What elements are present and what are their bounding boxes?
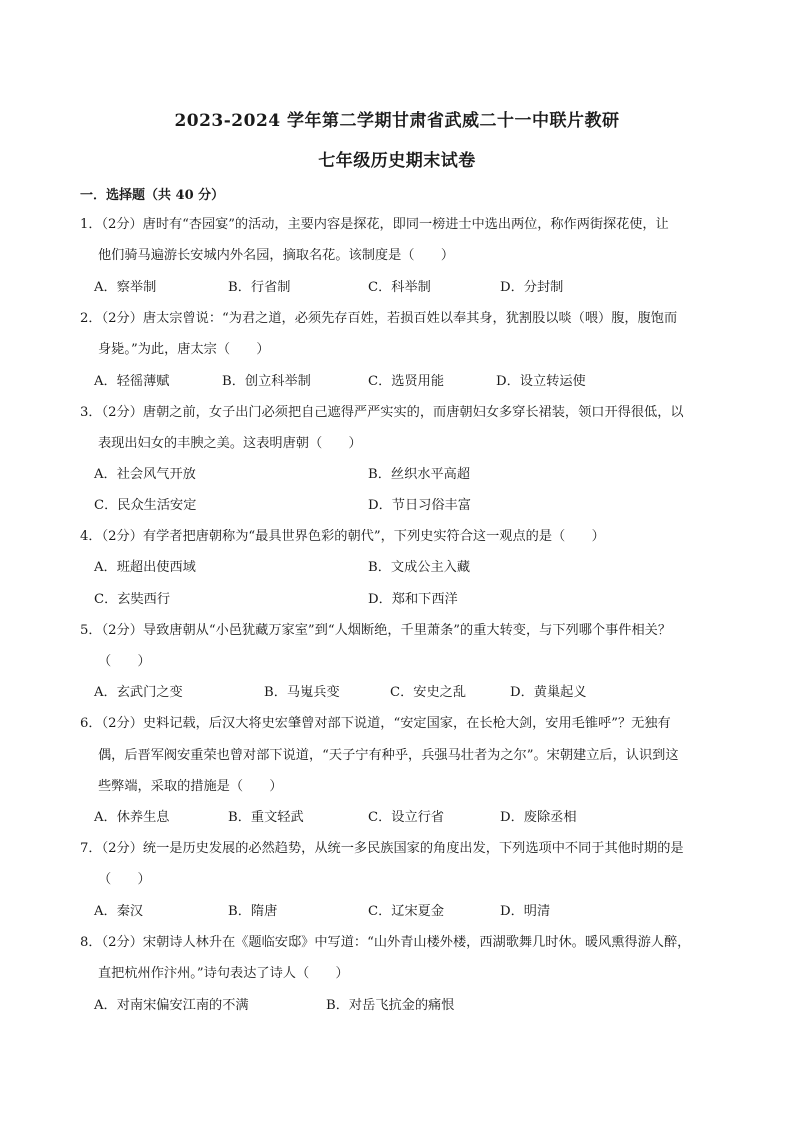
question-6-text: 些弊端，采取的措施是（ ） [98, 779, 283, 794]
question-5-option-d[interactable]: D．黄巢起义 [510, 685, 587, 700]
question-2-text: 2．（2分）唐太宗曾说：“为君之道，必须先存百姓，若损百姓以奉其身，犹割股以啖（喂）腹，腹饱而 [80, 311, 678, 326]
question-4-option-a[interactable]: A．班超出使西域 [94, 560, 196, 575]
question-6-option-b[interactable]: B．重文轻武 [228, 810, 304, 825]
question-6-option-a[interactable]: A．休养生息 [94, 810, 170, 825]
question-3-text: 3．（2分）唐朝之前，女子出门必须把自己遮得严严实实的，而唐朝妇女多穿长裙装，领口开得很低，以 [80, 405, 684, 420]
question-8-text: 直把杭州作汴州。”诗句表达了诗人（ ） [98, 966, 349, 981]
question-3-text: 表现出妇女的丰腴之美。这表明唐朝（ ） [98, 436, 362, 451]
question-2-option-b[interactable]: B．创立科举制 [222, 374, 311, 389]
question-8-option-b[interactable]: B．对岳飞抗金的痛恨 [326, 998, 455, 1013]
question-5-text: 5．（2分）导致唐朝从“小邑犹藏万家室”到“人烟断绝，千里萧条”的重大转变，与下列哪个事件相关？ [80, 623, 672, 638]
question-1-option-c[interactable]: C．科举制 [368, 280, 431, 295]
question-5-option-a[interactable]: A．玄武门之变 [94, 685, 183, 700]
question-1-option-d[interactable]: D．分封制 [500, 280, 564, 295]
question-2-text: 身毙。”为此，唐太宗（ ） [98, 342, 270, 357]
question-3-option-d[interactable]: D．节日习俗丰富 [368, 498, 471, 513]
exam-title-line1: 2023-2024 学年第二学期甘肃省武威二十一中联片教研 [174, 111, 620, 131]
question-5-option-c[interactable]: C．安史之乱 [390, 685, 467, 700]
question-8-text: 8．（2分）宋朝诗人林升在《题临安邸》中写道：“山外青山楼外楼，西湖歌舞几时休。暖风熏得游人醉， [80, 935, 691, 950]
question-6-option-d[interactable]: D．废除丞相 [500, 810, 577, 825]
question-3-option-b[interactable]: B．丝织水平高超 [368, 467, 471, 482]
question-7-option-d[interactable]: D．明清 [500, 904, 551, 919]
question-1-option-b[interactable]: B．行省制 [228, 280, 291, 295]
question-3-option-a[interactable]: A．社会风气开放 [94, 467, 196, 482]
question-1-option-a[interactable]: A．察举制 [94, 280, 157, 295]
question-3-option-c[interactable]: C．民众生活安定 [94, 498, 197, 513]
question-4-option-d[interactable]: D．郑和下西洋 [368, 592, 458, 607]
question-2-option-d[interactable]: D．设立转运使 [496, 374, 586, 389]
question-4-text: 4．（2分）有学者把唐朝称为“最具世界色彩的朝代”，下列史实符合这一观点的是（ ） [80, 529, 605, 544]
exam-title-line2: 七年级历史期末试卷 [318, 151, 476, 171]
question-8-option-a[interactable]: A．对南宋偏安江南的不满 [94, 998, 249, 1013]
question-1-text: 他们骑马遍游长安城内外名园，摘取名花。该制度是（ ） [98, 248, 455, 263]
question-4-option-c[interactable]: C．玄奘西行 [94, 592, 171, 607]
question-5-option-b[interactable]: B．马嵬兵变 [264, 685, 340, 700]
question-7-option-b[interactable]: B．隋唐 [228, 904, 278, 919]
question-5-text: （ ） [98, 654, 151, 669]
question-7-text: 7．（2分）统一是历史发展的必然趋势，从统一多民族国家的角度出发，下列选项中不同于其他时期的是 [80, 841, 684, 856]
question-4-option-b[interactable]: B．文成公主入藏 [368, 560, 471, 575]
question-6-text: 6．（2分）史料记载，后汉大将史宏肇曾对部下说道，“安定国家，在长枪大剑，安用毛锥呼”？无独有 [80, 716, 671, 731]
question-7-option-a[interactable]: A．秦汉 [94, 904, 144, 919]
question-1-text: 1．（2分）唐时有“杏园宴”的活动，主要内容是探花，即同一榜进士中选出两位，称作两街探花使，让 [80, 217, 669, 232]
question-2-option-a[interactable]: A．轻徭薄赋 [94, 374, 170, 389]
section-heading: 一．选择题（共 40 分） [80, 188, 225, 203]
question-6-text: 偶，后晋军阀安重荣也曾对部下说道，“天子宁有种乎，兵强马壮者为之尔”。宋朝建立后，认识到这 [98, 748, 679, 763]
question-2-option-c[interactable]: C．选贤用能 [368, 374, 445, 389]
question-7-option-c[interactable]: C．辽宋夏金 [368, 904, 445, 919]
question-6-option-c[interactable]: C．设立行省 [368, 810, 445, 825]
question-7-text: （ ） [98, 872, 151, 887]
